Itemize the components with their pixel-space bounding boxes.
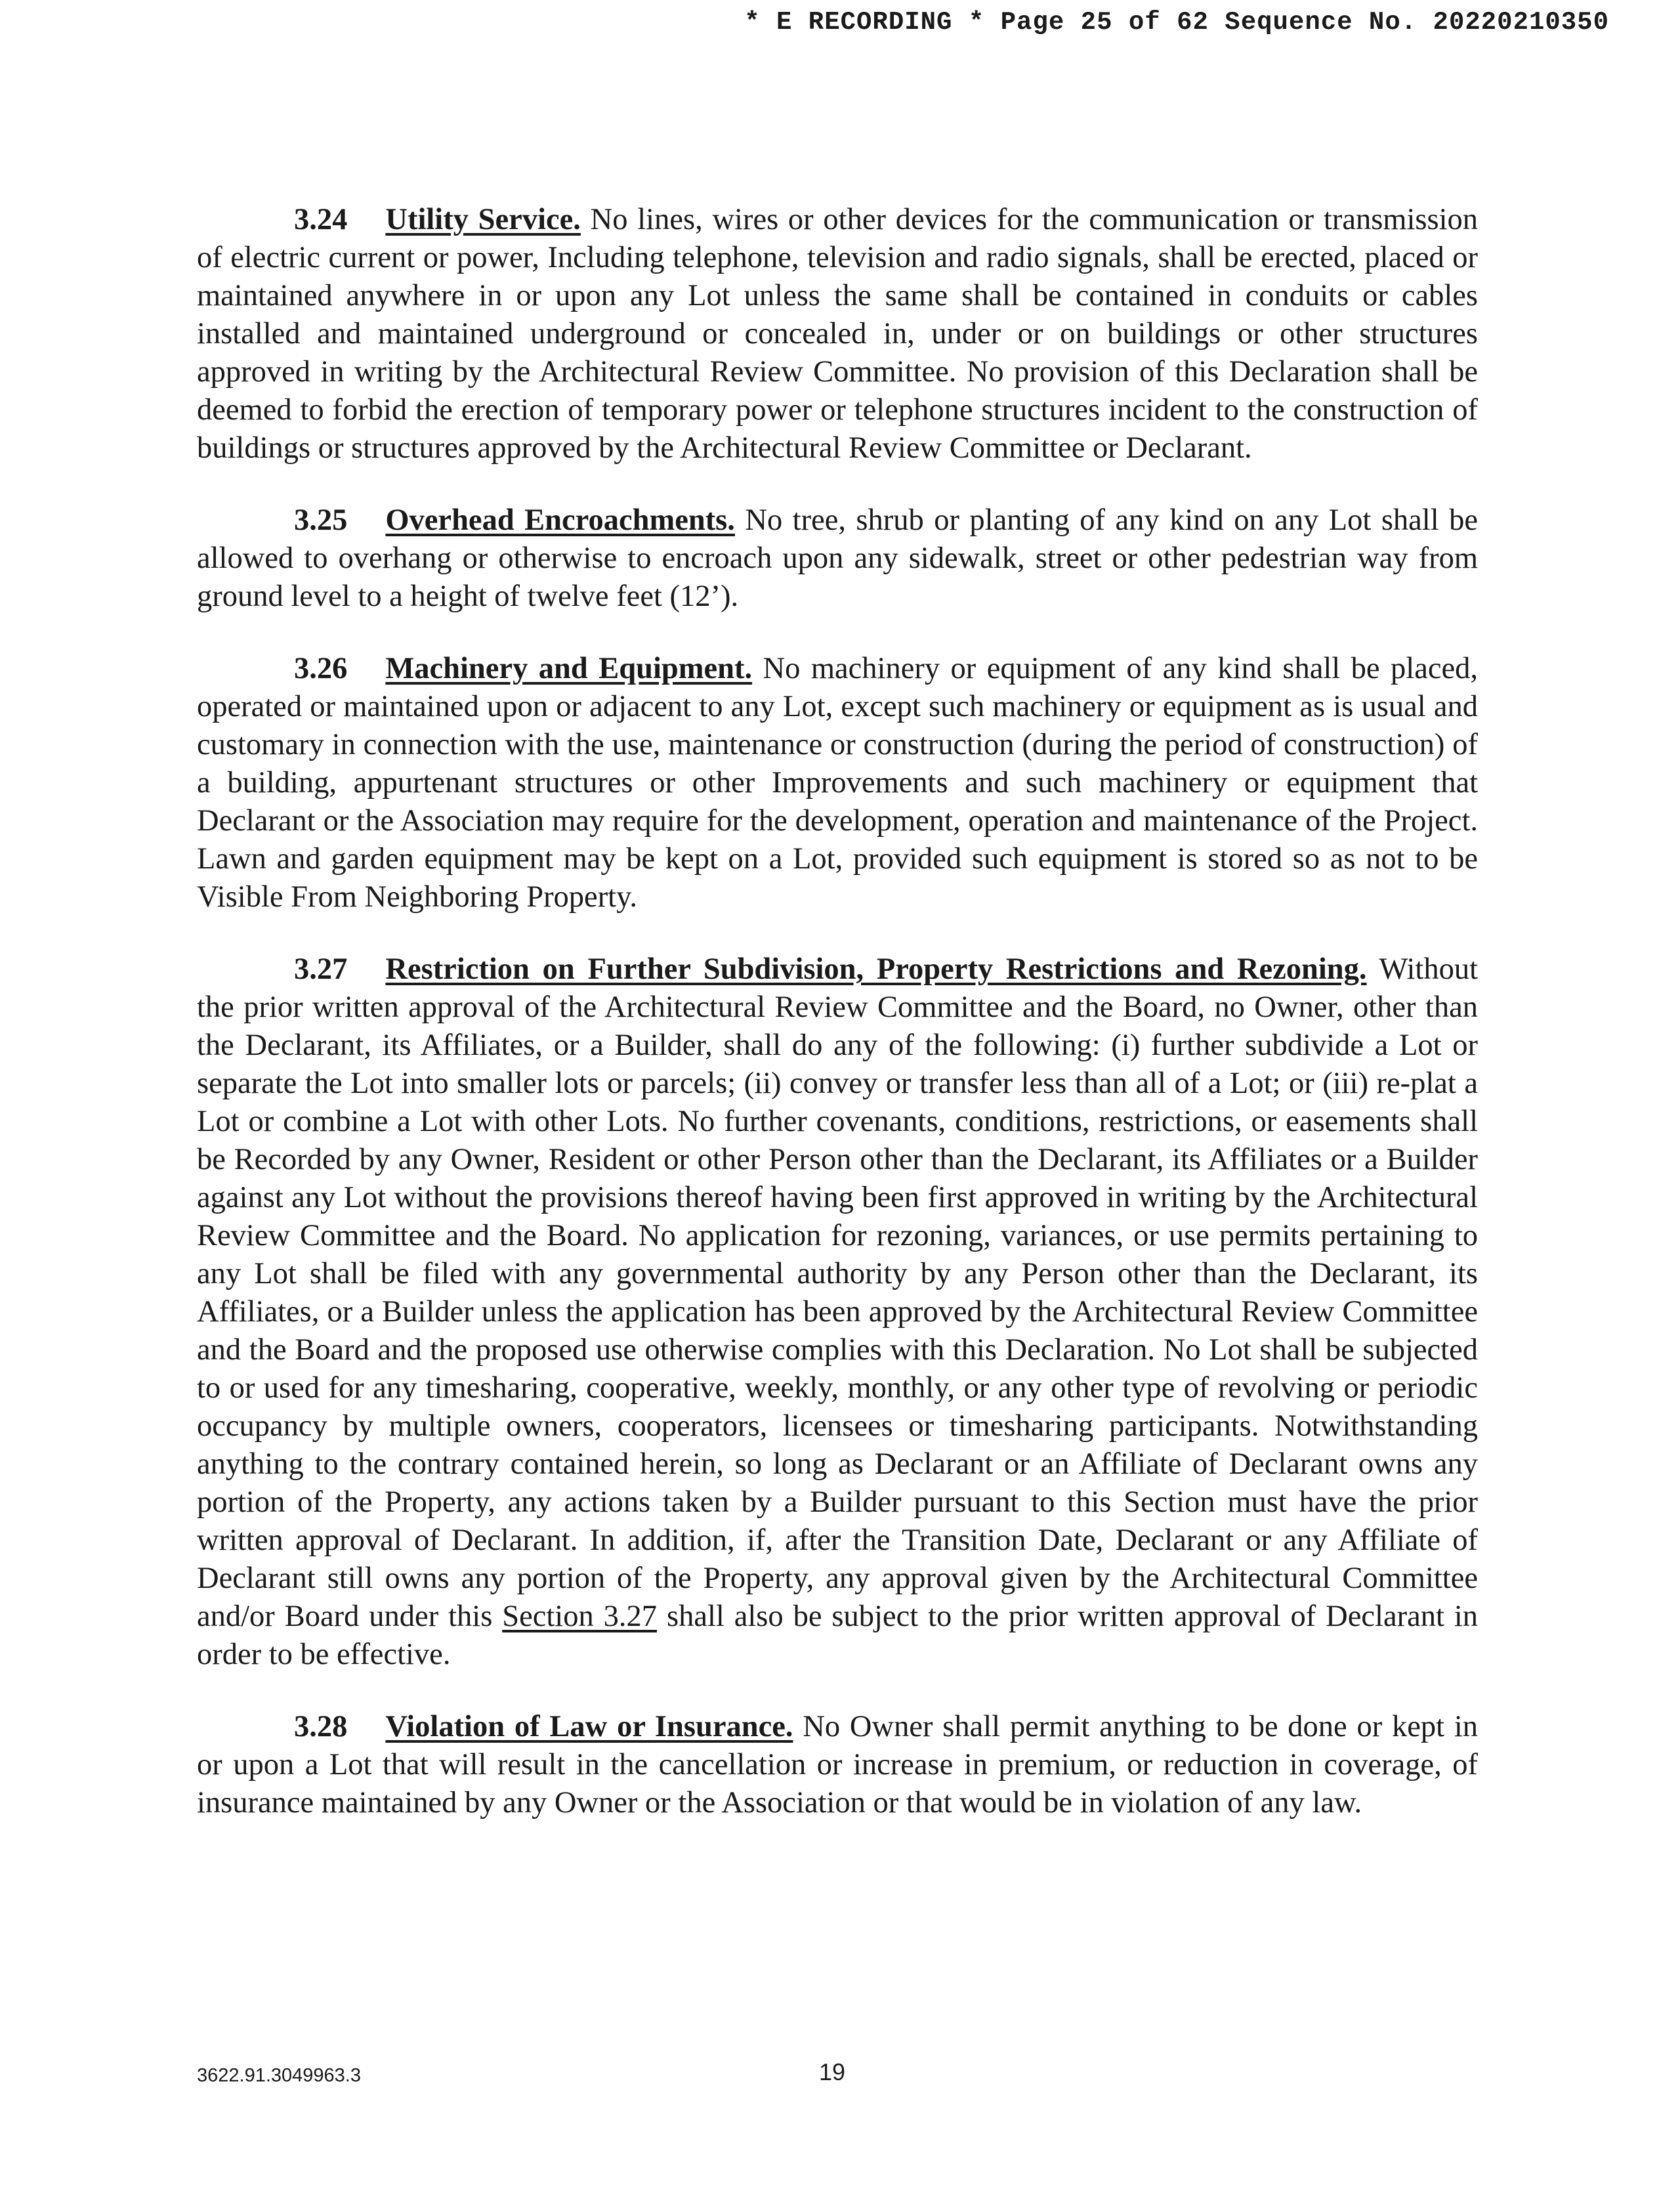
section-number: 3.28 xyxy=(294,1710,348,1743)
section-3-27 xyxy=(197,950,1478,1674)
section-body: No Owner shall permit anything to be done or kept in or upon a Lot that will result in the cancellation or increase in premium, or reduction in coverage, of insurance maintained by any Owner or the Association or that would be in violation of any law. xyxy=(197,1710,1479,1820)
section-number: 3.25 xyxy=(294,503,348,537)
section-title: Utility Service. xyxy=(385,203,581,236)
section-title: Restriction on Further Subdivision, Property Restrictions and Rezoning. xyxy=(385,952,1367,986)
section-number: 3.24 xyxy=(294,203,348,236)
section-3-28 xyxy=(197,1708,1478,1822)
section-3-26 xyxy=(197,650,1478,916)
section-number: 3.26 xyxy=(294,652,348,685)
section-title: Violation of Law or Insurance. xyxy=(385,1710,793,1743)
footer-page-number: 19 xyxy=(819,2058,846,2085)
section-cross-reference: Section 3.27 xyxy=(502,1600,658,1633)
section-body: No lines, wires or other devices for the communication or transmission of electric current or power, Including telephone, television and radio signals, shall be erected, placed or maintained anywhere in or upon any Lot unless the same shall be contained in conduits or cables installed and maintained underground or concealed in, under or on buildings or other structures approved in writing by the Architectural Review Committee. No provision of this Declaration shall be deemed to forbid the erection of temporary power or telephone structures incident to the construction of buildings or structures approved by the Architectural Review Committee or Declarant. xyxy=(197,203,1479,465)
section-body: No machinery or equipment of any kind shall be placed, operated or maintained upon or adjacent to any Lot, except such machinery or equipment as is usual and customary in connection with the use, maintenance or construction (during the period of construction) of a building, appurtenant structures or other Improvements and such machinery or equipment that Declarant or the Association may require for the development, operation and maintenance of the Project. Lawn and garden equipment may be kept on a Lot, provided such equipment is stored so as not to be Visible From Neighboring Property. xyxy=(197,652,1478,914)
document-body xyxy=(197,201,1478,1856)
section-3-25 xyxy=(197,501,1478,616)
section-body-continued: shall also be subject to the prior written approval of Declarant in order to be effective. xyxy=(197,1600,1478,1671)
section-body: No tree, shrub or planting of any kind on any Lot shall be allowed to overhang or otherwise to encroach upon any sidewalk, street or other pedestrian way from ground level to a height of twelve feet (12’). xyxy=(197,503,1478,613)
section-title: Overhead Encroachments. xyxy=(385,503,735,537)
footer-document-id: 3622.91.3049963.3 xyxy=(197,2065,361,2086)
section-number: 3.27 xyxy=(294,952,348,986)
recording-header: * E RECORDING * Page 25 of 62 Sequence No. 20220210350 xyxy=(744,8,1609,37)
section-3-24 xyxy=(197,201,1478,467)
section-body: Without the prior written approval of the Architectural Review Committee and the Board, no Owner, other than the Declarant, its Affiliates, or a Builder, shall do any of the following: (i) further subdivide a Lot or separate the Lot into smaller lots or parcels; (ii) convey or transfer less than all of a Lot; or (iii) re-plat a Lot or combine a Lot with other Lots. No further covenants, conditions, restrictions, or easements shall be Recorded by any Owner, Resident or other Person other than the Declarant, its Affiliates or a Builder against any Lot without the provisions thereof having been first approved in writing by the Architectural Review Committee and the Board. No application for rezoning, variances, or use permits pertaining to any Lot shall be filed with any governmental authority by any Person other than the Declarant, its Affiliates, or a Builder unless the application has been approved by the Architectural Review Committee and the Board and the proposed use otherwise complies with this Declaration. No Lot shall be subjected to or used for any timesharing, cooperative, weekly, monthly, or any other type of revolving or periodic occupancy by multiple owners, cooperators, licensees or timesharing participants. Notwithstanding anything to the contrary contained herein, so long as Declarant or an Affiliate of Declarant owns any portion of the Property, any actions taken by a Builder pursuant to this Section must have the prior written approval of Declarant. In addition, if, after the Transition Date, Declarant or any Affiliate of Declarant still owns any portion of the Property, any approval given by the Architectural Committee and/or Board under this xyxy=(197,952,1478,1633)
section-title: Machinery and Equipment. xyxy=(385,652,753,685)
